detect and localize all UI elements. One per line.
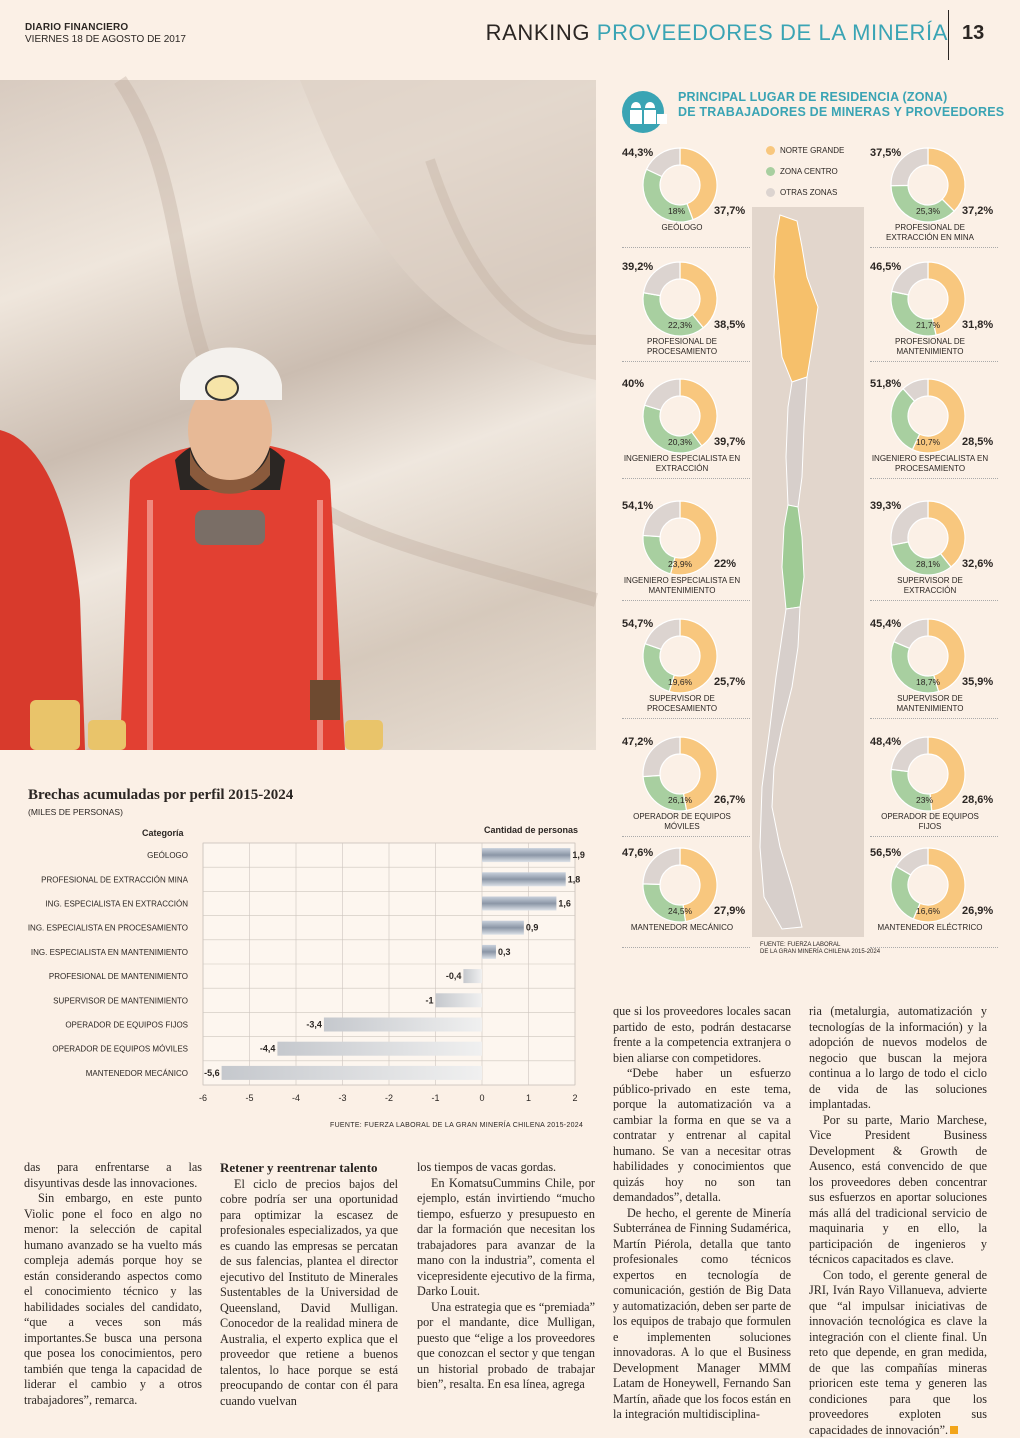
- bar-value-label: -0,4: [446, 971, 462, 981]
- paragraph: En KomatsuCummins Chile, por ejemplo, están invirtiendo “mucho tiempo, esfuerzo y presupuesto en dar la formación que necesitan los trabajadores para avanzar de la mano con la industria”, comenta el vicepresidente ejecutivo de la firma, Darko Louit.: [417, 1176, 595, 1300]
- donut-divider: [622, 247, 750, 248]
- norte-value: 54,1%: [622, 500, 653, 512]
- donut-chart: [622, 616, 752, 728]
- paragraph: ria (metalurgia, automatización y tecnologías de la información) y la adopción de nuevos modelos de negocio que buscan la mejora continua a lo largo de todo el ciclo de vida de las soluciones implantadas.: [809, 1004, 987, 1113]
- bar-value-label: 0,3: [498, 947, 511, 957]
- otras-value: 16,6%: [916, 906, 940, 916]
- centro-value: 38,5%: [714, 319, 745, 331]
- donut-chart: [622, 145, 752, 257]
- chile-map: [752, 207, 864, 937]
- donut-chart: [622, 259, 752, 371]
- norte-value: 46,5%: [870, 261, 901, 273]
- bar-value-label: -5,6: [204, 1068, 220, 1078]
- donut-divider: [870, 718, 998, 719]
- x-tick-label: -2: [385, 1093, 393, 1103]
- otras-value: 19,6%: [668, 677, 692, 687]
- donut-chart: [870, 259, 1000, 371]
- donut-caption: OPERADOR DE EQUIPOS FIJOS: [870, 812, 990, 832]
- category-label: PROFESIONAL DE MANTENIMIENTO: [49, 972, 188, 981]
- otras-value: 18%: [668, 206, 685, 216]
- donut-chart: [870, 616, 1000, 728]
- otras-value: 20,3%: [668, 437, 692, 447]
- infographic-source: [760, 942, 880, 956]
- otras-value: 22,3%: [668, 320, 692, 330]
- donut-divider: [622, 718, 750, 719]
- x-tick-label: -3: [338, 1093, 346, 1103]
- norte-value: 44,3%: [622, 147, 653, 159]
- bar-value-label: -1: [425, 995, 433, 1005]
- bar-value-label: 0,9: [526, 923, 539, 933]
- x-tick-label: 0: [479, 1093, 484, 1103]
- centro-value: 37,7%: [714, 205, 745, 217]
- otras-value: 25,3%: [916, 206, 940, 216]
- norte-value: 48,4%: [870, 736, 901, 748]
- legend-item-norte: [766, 140, 844, 161]
- slice-centro: [643, 884, 686, 922]
- legend-item-otras: [766, 182, 844, 203]
- donut-caption: SUPERVISOR DE PROCESAMIENTO: [622, 694, 742, 714]
- centro-value: 31,8%: [962, 319, 993, 331]
- bar: [482, 872, 566, 886]
- norte-value: 37,5%: [870, 147, 901, 159]
- donut-divider: [870, 836, 998, 837]
- paragraph: De hecho, el gerente de Minería Subterránea de Finning Sudamérica, Martín Piérola, detalla que tanto profesionales como técnicos expertos en tecnología de comunicación, gestión de Big Data y automatización, deben ser parte de los equipos de trabajo que formulen e implementen soluciones innovadoras. A lo que el Business Development Manager MMM Latam de Honeywell, Fernando San Martín, añade que los focos están en la integración multidisciplina-: [613, 1206, 791, 1423]
- donut-divider: [870, 600, 998, 601]
- paragraph: Una estrategia que es “premiada” por el mandante, dice Mulligan, puesto que “elige a los proveedores que conozcan el sector y que tengan un historial probado de trabajar bien”, resalta. En esa línea, agrega: [417, 1300, 595, 1393]
- norte-value: 39,3%: [870, 500, 901, 512]
- otras-value: 26,1%: [668, 795, 692, 805]
- otras-value: 28,1%: [916, 559, 940, 569]
- paragraph: “Debe haber un esfuerzo público-privado en este tema, porque la automatización va a cambiar la forma en que se va a contratar y entrenar al capital humano. Se van a necesitar otras habilidades y conocimientos que quizás hoy no son tan demandados”, detalla.: [613, 1066, 791, 1206]
- otras-value: 10,7%: [916, 437, 940, 447]
- legend-label: OTRAS ZONAS: [780, 188, 837, 197]
- norte-value: 54,7%: [622, 618, 653, 630]
- norte-value: 40%: [622, 378, 644, 390]
- bar-value-label: -4,4: [260, 1044, 276, 1054]
- article-column-1: [24, 1160, 202, 1408]
- legend-item-centro: [766, 161, 844, 182]
- section-kicker: RANKING: [486, 20, 597, 45]
- infographic-title-line1: PRINCIPAL LUGAR DE RESIDENCIA (ZONA): [678, 90, 988, 105]
- donut-caption: GEÓLOGO: [622, 223, 742, 233]
- legend-label: ZONA CENTRO: [780, 167, 838, 176]
- category-label: SUPERVISOR DE MANTENIMIENTO: [53, 996, 188, 1005]
- category-header: Categoría: [142, 828, 184, 838]
- donut-chart: [870, 734, 1000, 846]
- donut-divider: [622, 600, 750, 601]
- category-label: MANTENEDOR MECÁNICO: [86, 1069, 188, 1078]
- subheading: Retener y reentrenar talento: [220, 1160, 398, 1176]
- donut-caption: MANTENEDOR MECÁNICO: [622, 923, 742, 933]
- infographic-title-line2: DE TRABAJADORES DE MINERAS Y PROVEEDORES: [678, 105, 988, 120]
- donut-divider: [870, 947, 998, 948]
- donut-chart: [622, 734, 752, 846]
- donut-divider: [870, 478, 998, 479]
- header-divider: [948, 10, 949, 60]
- x-tick-label: -6: [199, 1093, 207, 1103]
- section-title: [486, 20, 948, 46]
- paragraph: Sin embargo, en este punto Violic pone el foco en algo no menor: la selección de capital humano avanzado se ha vuelto más compleja además porque hoy se están considerando aspectos como el conocimiento técnico y las habilidades sociales del candidato, “que a veces son más importantes.Se busca una persona que posea los conocimientos, pero también que tenga la capacidad de liderar el cambio y a otros trabajadores”, remarca.: [24, 1191, 202, 1408]
- publication-date: VIERNES 18 DE AGOSTO DE 2017: [25, 34, 186, 45]
- donut-caption: INGENIERO ESPECIALISTA EN EXTRACCIÓN: [622, 454, 742, 474]
- donut-chart: [870, 845, 1000, 957]
- page-number: 13: [962, 22, 984, 45]
- legend-swatch: [766, 146, 775, 155]
- donut-chart: [870, 145, 1000, 257]
- slice-norte: [928, 737, 965, 811]
- category-label: ING. ESPECIALISTA EN MANTENIMIENTO: [31, 948, 188, 957]
- centro-value: 27,9%: [714, 905, 745, 917]
- norte-value: 56,5%: [870, 847, 901, 859]
- legend-swatch: [766, 167, 775, 176]
- centro-value: 28,5%: [962, 436, 993, 448]
- chart-source: FUENTE: FUERZA LABORAL DE LA GRAN MINERÍA CHILENA 2015-2024: [330, 1122, 583, 1129]
- category-label: GEÓLOGO: [147, 851, 188, 860]
- donut-caption: MANTENEDOR ELÉCTRICO: [870, 923, 990, 933]
- paragraph: los tiempos de vacas gordas.: [417, 1160, 595, 1176]
- donut-chart: [870, 498, 1000, 610]
- donut-chart: [622, 498, 752, 610]
- bar-value-label: 1,8: [568, 874, 581, 884]
- donut-chart: [622, 376, 752, 488]
- bar: [482, 921, 524, 935]
- chart-subtitle: (MILES DE PERSONAS): [28, 807, 123, 817]
- bar: [222, 1066, 482, 1080]
- donut-divider: [622, 478, 750, 479]
- slice-centro: [891, 185, 954, 222]
- category-label: OPERADOR DE EQUIPOS FIJOS: [65, 1021, 188, 1030]
- centro-value: 26,9%: [962, 905, 993, 917]
- infographic-source-line1: FUENTE: FUERZA LABORAL: [760, 942, 880, 949]
- x-tick-label: -5: [245, 1093, 253, 1103]
- otras-value: 23,9%: [668, 559, 692, 569]
- donut-caption: OPERADOR DE EQUIPOS MÓVILES: [622, 812, 742, 832]
- donut-chart: [870, 376, 1000, 488]
- centro-value: 39,7%: [714, 436, 745, 448]
- slice-otras: [645, 379, 680, 410]
- x-tick-label: 1: [526, 1093, 531, 1103]
- category-label: ING. ESPECIALISTA EN PROCESAMIENTO: [28, 924, 188, 933]
- centro-value: 22%: [714, 558, 736, 570]
- category-label: OPERADOR DE EQUIPOS MÓVILES: [52, 1045, 188, 1054]
- donut-caption: SUPERVISOR DE MANTENIMIENTO: [870, 694, 990, 714]
- paragraph: [809, 1268, 987, 1438]
- donut-caption: INGENIERO ESPECIALISTA EN MANTENIMIENTO: [622, 576, 742, 596]
- bar: [463, 969, 482, 983]
- donut-divider: [870, 361, 998, 362]
- donut-caption: SUPERVISOR DE EXTRACCIÓN: [870, 576, 990, 596]
- bar: [324, 1018, 482, 1032]
- otras-value: 23%: [916, 795, 933, 805]
- miners-icon: [621, 90, 673, 134]
- x-tick-label: -4: [292, 1093, 300, 1103]
- donut-caption: PROFESIONAL DE PROCESAMIENTO: [622, 337, 742, 357]
- value-header: Cantidad de personas: [484, 825, 578, 835]
- centro-value: 32,6%: [962, 558, 993, 570]
- centro-value: 25,7%: [714, 676, 745, 688]
- norte-value: 51,8%: [870, 378, 901, 390]
- norte-value: 45,4%: [870, 618, 901, 630]
- bar: [482, 945, 496, 959]
- bar-value-label: -3,4: [306, 1020, 322, 1030]
- centro-value: 26,7%: [714, 794, 745, 806]
- article-column-5: [809, 1004, 987, 1438]
- bar: [482, 848, 570, 862]
- bar-value-label: 1,6: [558, 899, 571, 909]
- chart-title: Brechas acumuladas por perfil 2015-2024: [28, 787, 293, 804]
- legend: [766, 140, 844, 203]
- paragraph: das para enfrentarse a las disyuntivas desde las innovaciones.: [24, 1160, 202, 1191]
- otras-value: 18,7%: [916, 677, 940, 687]
- donut-caption: INGENIERO ESPECIALISTA EN PROCESAMIENTO: [870, 454, 990, 474]
- article-column-4: [613, 1004, 791, 1423]
- donut-divider: [870, 247, 998, 248]
- bar-value-label: 1,9: [572, 850, 585, 860]
- article-column-3: [417, 1160, 595, 1393]
- legend-swatch: [766, 188, 775, 197]
- infographic-title: [678, 90, 988, 120]
- otras-value: 24,5%: [668, 906, 692, 916]
- section-topic: PROVEEDORES DE LA MINERÍA: [597, 20, 948, 45]
- bar-chart: [0, 838, 600, 1118]
- masthead: [25, 22, 186, 45]
- category-label: ING. ESPECIALISTA EN EXTRACCIÓN: [45, 900, 188, 909]
- norte-value: 47,2%: [622, 736, 653, 748]
- centro-value: 35,9%: [962, 676, 993, 688]
- donut-divider: [622, 947, 750, 948]
- norte-value: 39,2%: [622, 261, 653, 273]
- donut-caption: PROFESIONAL DE MANTENIMIENTO: [870, 337, 990, 357]
- otras-value: 21,7%: [916, 320, 940, 330]
- slice-centro: [643, 775, 686, 811]
- paragraph: Por su parte, Mario Marchese, Vice President Business Development & Growth de Ausenco, está convencido de que los proveedores deben concentrar sus esfuerzos en aportar soluciones más allá del tradicional servicio de maquinaria y en ello, la participación de ingenieros y técnicos capacitados es clave.: [809, 1113, 987, 1268]
- article-column-2: [220, 1160, 398, 1409]
- donut-chart: [622, 845, 752, 957]
- donut-divider: [622, 836, 750, 837]
- bar: [436, 993, 483, 1007]
- legend-label: NORTE GRANDE: [780, 146, 844, 155]
- x-tick-label: -1: [431, 1093, 439, 1103]
- miner-photo: [0, 80, 596, 750]
- norte-value: 47,6%: [622, 847, 653, 859]
- category-label: PROFESIONAL DE EXTRACCIÓN MINA: [41, 875, 189, 884]
- paragraph-text: Con todo, el gerente general de JRI, Iván Rayo Villanueva, advierte que “al impulsar iniciativas de innovación tecnológica es clave la integración con el cliente final. Un reto que depende, en gran medida, de que las compañías mineras prioricen este tema y generen las condiciones para que los proveedores exploten sus capacidades de innovación”.: [809, 1268, 987, 1437]
- end-mark-icon: [950, 1426, 958, 1434]
- donut-caption: PROFESIONAL DE EXTRACCIÓN EN MINA: [870, 223, 990, 243]
- publication-name: DIARIO FINANCIERO: [25, 22, 186, 33]
- donut-divider: [622, 361, 750, 362]
- paragraph: El ciclo de precios bajos del cobre podría ser una oportunidad para optimizar la escasez de profesionales especializados, ya que es cuando las empresas se percatan de sus falencias, plantea el director ejecutivo del Instituto de Minerales Sustentables de la Universidad de Queensland, David Mulligan. Conocedor de la realidad minera de Australia, el experto explica que el proveedor que retiene a buenos talentos, lo hace porque se está preocupando de contar con él para cuando vuelvan: [220, 1177, 398, 1410]
- centro-value: 37,2%: [962, 205, 993, 217]
- bar: [482, 897, 556, 911]
- bar: [277, 1042, 482, 1056]
- centro-value: 28,6%: [962, 794, 993, 806]
- x-tick-label: 2: [572, 1093, 577, 1103]
- paragraph: que si los proveedores locales sacan partido de esto, podrán destacarse frente a la competencia extranjera o bien aliarse con competidores.: [613, 1004, 791, 1066]
- infographic-source-line2: DE LA GRAN MINERÍA CHILENA 2015-2024: [760, 949, 880, 956]
- slice-norte: [928, 148, 965, 211]
